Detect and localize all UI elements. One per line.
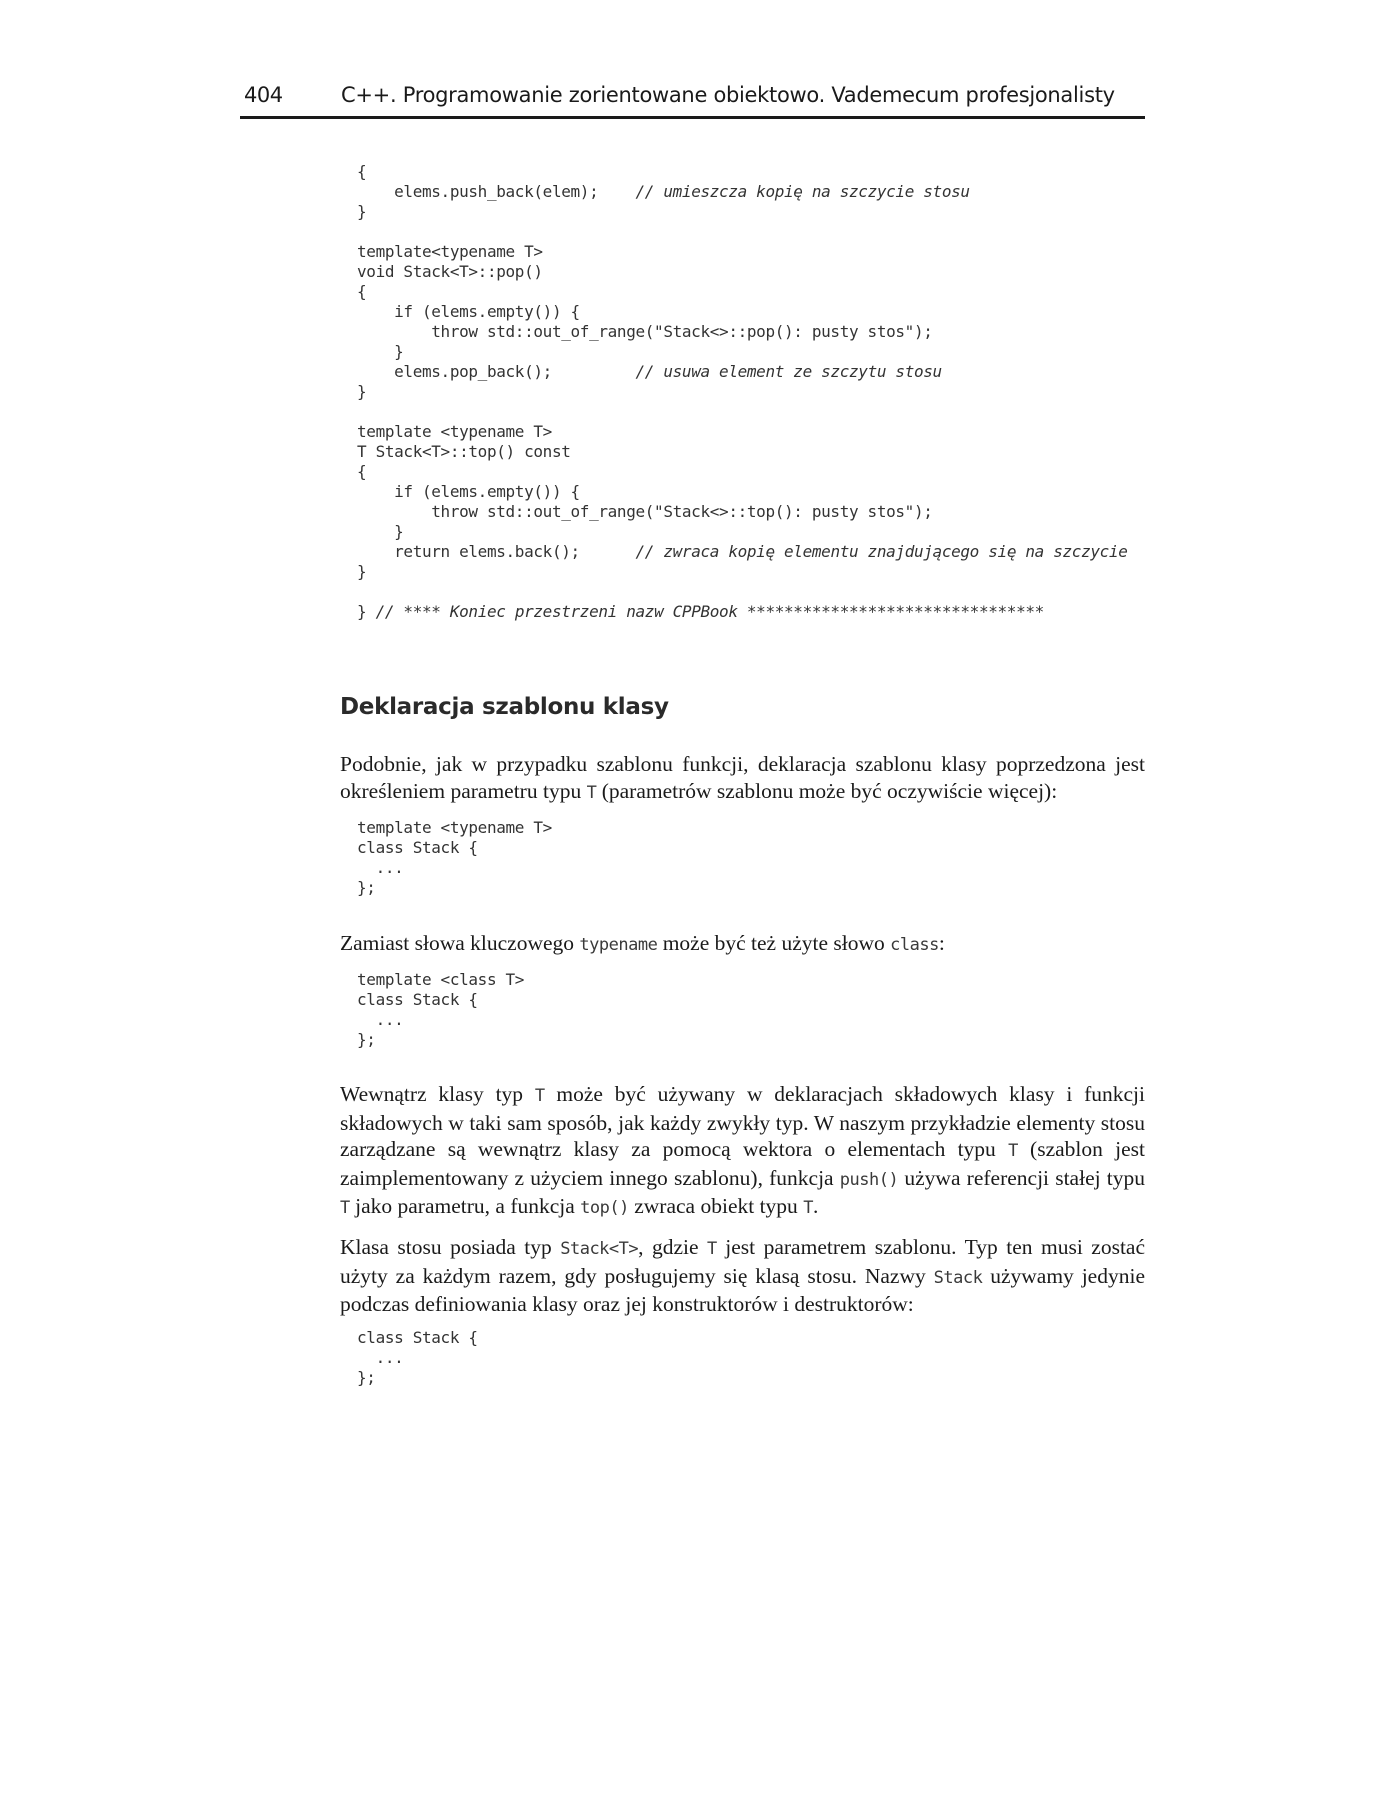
code-line: ... xyxy=(357,1010,404,1029)
code-line: ... xyxy=(357,858,404,877)
code-line: template <typename T> xyxy=(357,818,552,837)
inline-code: Stack<T> xyxy=(560,1239,639,1259)
inline-code: T xyxy=(534,1086,545,1106)
code-line: class Stack { xyxy=(357,838,478,857)
page-number: 404 xyxy=(244,83,283,107)
section-heading: Deklaracja szablonu klasy xyxy=(340,694,669,720)
code-line: T Stack<T>::top() const xyxy=(357,442,571,461)
inline-code: push() xyxy=(839,1169,899,1190)
code-line: } xyxy=(357,342,404,361)
code-line: throw std::out_of_range("Stack<>::pop(): pusty stos"); xyxy=(357,322,933,341)
inline-code: T xyxy=(803,1198,813,1218)
code-line: return elems.back(); // zwraca kopię elementu znajdującego się na szczycie xyxy=(357,542,1128,561)
paragraph-class-keyword: Zamiast słowa kluczowego typename może być też użyte słowo class: xyxy=(340,931,945,955)
inline-code: Stack xyxy=(933,1267,983,1288)
code-line xyxy=(357,582,1128,602)
code-line: }; xyxy=(357,1030,376,1049)
code-block-stack-methods xyxy=(357,162,1128,622)
code-comment: // umieszcza kopię na szczycie stosu xyxy=(635,182,970,201)
code-line: elems.pop_back(); // usuwa element ze szczytu stosu xyxy=(357,362,942,381)
code-line: } xyxy=(357,522,404,541)
inline-code: T xyxy=(586,782,597,803)
code-line: } // **** Koniec przestrzeni nazw CPPBook ******************************** xyxy=(357,602,1044,621)
code-comment: // **** Koniec przestrzeni nazw CPPBook ******************************** xyxy=(375,602,1044,621)
inline-code: typename xyxy=(579,935,658,955)
code-line: ... xyxy=(357,1348,404,1367)
code-comment: // zwraca kopię elementu znajdującego się na szczycie xyxy=(635,542,1128,561)
code-line: template <class T> xyxy=(357,970,525,989)
running-header xyxy=(240,82,1145,119)
paragraph-type-t: Wewnątrz klasy typ T może być używany w deklaracjach składowych klasy i funkcji składowych w taki sam sposób, jak każdy zwykły typ. W naszym przykładzie elementy stosu zarządzane są wewnątrz klasy za pomocą wektora o elementach typu T (szablon jest zaimplementowany z użyciem innego szablonu), funkcja push() używa referencji stałej typu T jako parametru, a funkcja top() zwraca obiekt typu T. xyxy=(340,1082,1146,1218)
code-block-class-stack xyxy=(357,1328,478,1388)
inline-code: T xyxy=(340,1198,350,1218)
code-comment: // usuwa element ze szczytu stosu xyxy=(635,362,942,381)
code-line: } xyxy=(357,202,367,221)
code-line xyxy=(357,402,1128,422)
code-line: if (elems.empty()) { xyxy=(357,482,580,501)
code-line: class Stack { xyxy=(357,990,478,1009)
inline-code: top() xyxy=(580,1198,629,1218)
code-line: if (elems.empty()) { xyxy=(357,302,580,321)
code-line: }; xyxy=(357,1368,376,1387)
code-line: } xyxy=(357,382,367,401)
code-line: }; xyxy=(357,878,376,897)
book-title: C++. Programowanie zorientowane obiektowo. Vademecum profesjonalisty xyxy=(341,83,1115,107)
code-line: class Stack { xyxy=(357,1328,478,1347)
inline-code: T xyxy=(1008,1141,1018,1161)
code-line: elems.push_back(elem); // umieszcza kopię na szczycie stosu xyxy=(357,182,970,201)
paragraph-stack-type: Klasa stosu posiada typ Stack<T>, gdzie T jest parametrem szablonu. Typ ten musi zostać użyty za każdym razem, gdy posługujemy się klasą stosu. Nazwy Stack używamy jedynie podczas definiowania klasy oraz jej konstruktorów i destruktorów: xyxy=(340,1235,1146,1316)
code-line: { xyxy=(357,162,367,181)
code-line: { xyxy=(357,462,367,481)
code-line xyxy=(357,222,1128,242)
code-block-class xyxy=(357,970,524,1050)
inline-code: T xyxy=(707,1239,717,1259)
code-line: { xyxy=(357,282,367,301)
code-line: } xyxy=(357,562,367,581)
paragraph-intro: Podobnie, jak w przypadku szablonu funkcji, deklaracja szablonu klasy poprzedzona jest określeniem parametru typu T (parametrów szablonu może być oczywiście więcej): xyxy=(340,752,1145,803)
code-block-typename xyxy=(357,818,552,898)
inline-code: class xyxy=(890,935,939,955)
code-line: throw std::out_of_range("Stack<>::top(): pusty stos"); xyxy=(357,502,933,521)
code-line: template <typename T> xyxy=(357,422,552,441)
code-line: void Stack<T>::pop() xyxy=(357,262,543,281)
code-line: template<typename T> xyxy=(357,242,543,261)
